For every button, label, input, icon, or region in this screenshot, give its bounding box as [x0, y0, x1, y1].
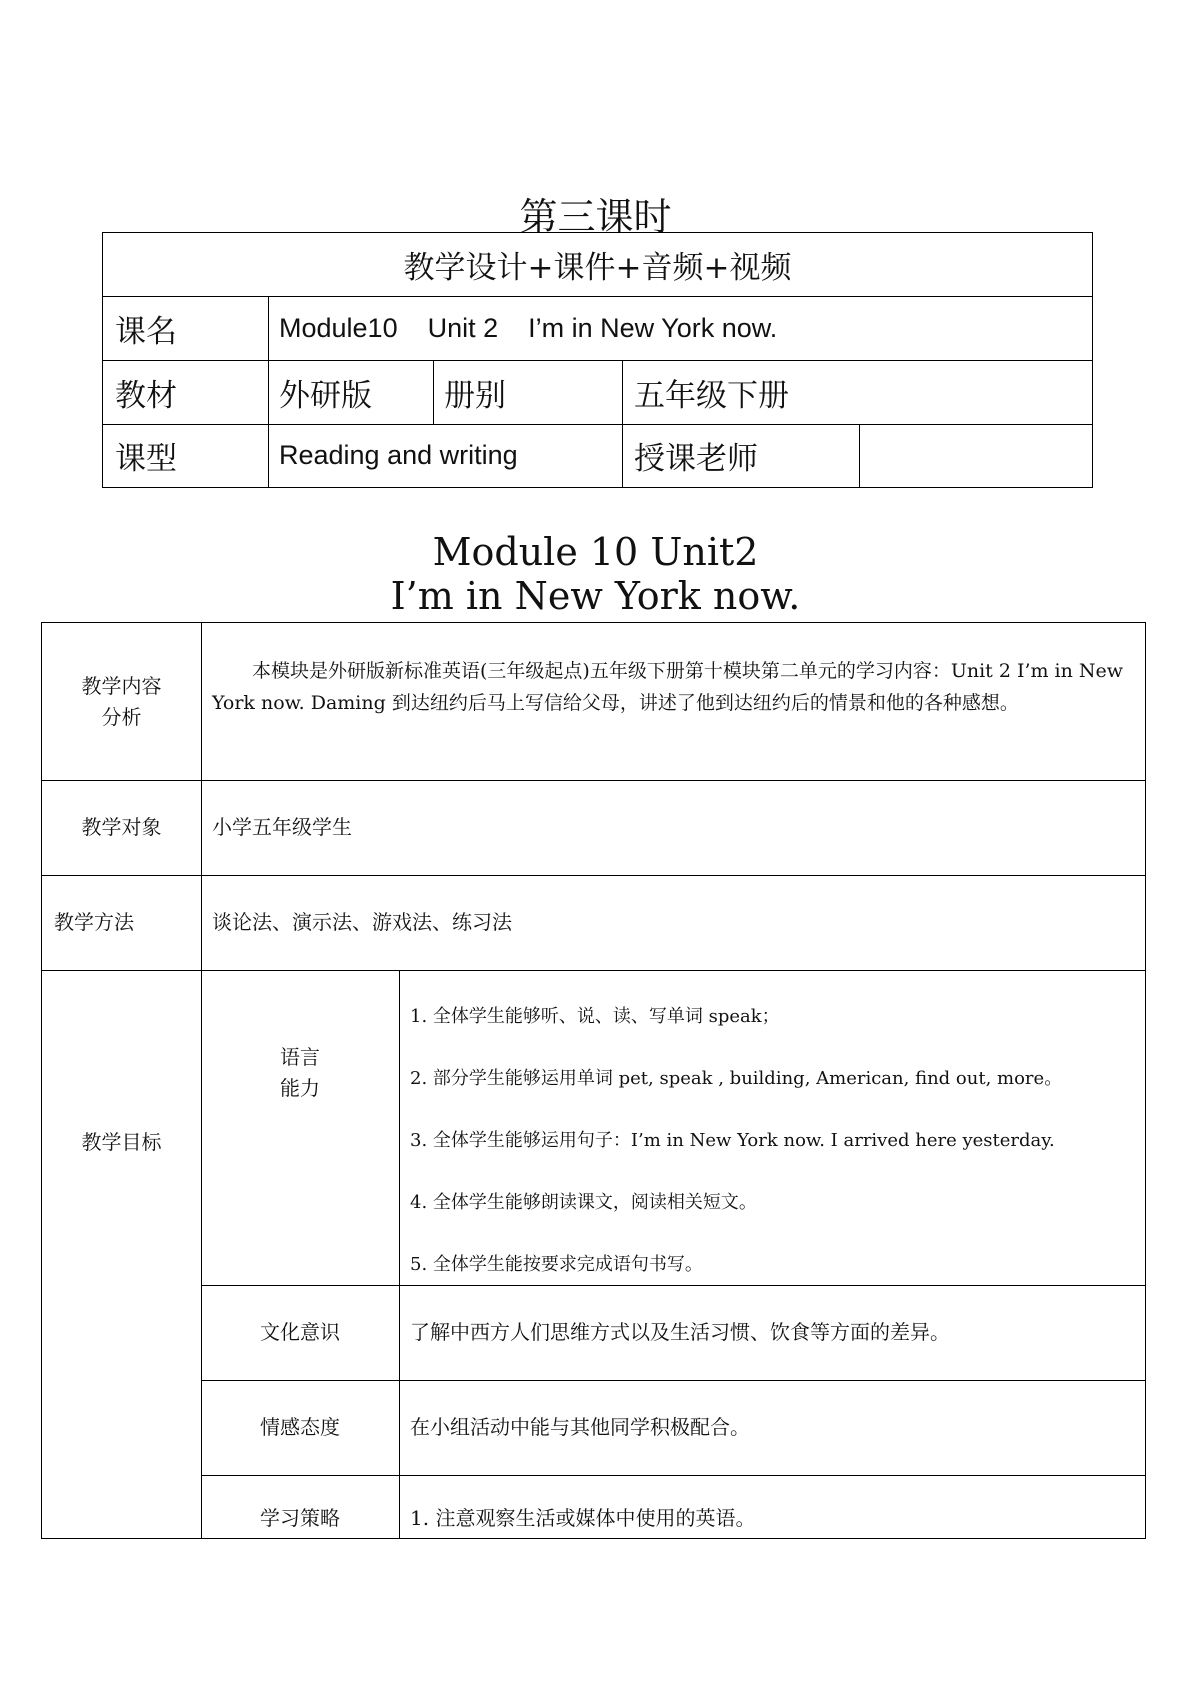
module-title-line2: I’m in New York now. [390, 574, 801, 618]
volume-label: 册别 [444, 377, 506, 414]
lesson-type-label: 课型 [115, 441, 177, 477]
info-table [102, 232, 1093, 488]
module-title [0, 530, 1191, 620]
module-title-line1: Module 10 Unit2 [432, 530, 759, 574]
strategy-text: 1. 注意观察生活或媒体中使用的英语。 [410, 1506, 756, 1530]
emotion-label: 情感态度 [260, 1415, 340, 1439]
teacher-value [871, 424, 1086, 487]
method-label: 教学方法 [54, 910, 134, 934]
volume-value: 五年级下册 [634, 377, 789, 414]
strategy-label: 学习策略 [260, 1506, 340, 1530]
lesson-title: 第三课时 [519, 194, 672, 239]
culture-label: 文化意识 [260, 1320, 340, 1344]
lesson-plan-table [41, 622, 1146, 1539]
content-analysis-text: 本模块是外研版新标准英语(三年级起点)五年级下册第十模块第二单元的学习内容：Unit 2 I’m in New York now. Daming 到达纽约后马上写信给父母，讲述了他到达纽约后的情景和他的各种感想。 [212, 660, 1124, 714]
course-name-value: Module10 Unit 2 I’m in New York now. [279, 312, 778, 343]
emotion-text: 在小组活动中能与其他同学积极配合。 [410, 1415, 750, 1439]
audience-text: 小学五年级学生 [212, 815, 352, 839]
culture-text: 了解中西方人们思维方式以及生活习惯、饮食等方面的差异。 [410, 1320, 950, 1344]
lesson-type-value: Reading and writing [279, 440, 518, 470]
teacher-label: 授课老师 [634, 441, 758, 477]
method-text: 谈论法、演示法、游戏法、练习法 [212, 910, 512, 934]
content-analysis-label-line1: 教学内容 [81, 673, 162, 698]
language-ability-label [201, 970, 399, 1175]
content-analysis-label [42, 623, 201, 780]
course-name-label: 课名 [115, 313, 177, 350]
language-item: 3. 全体学生能够运用句子：I’m in New York now. I arrived here yesterday. [410, 1130, 1055, 1151]
language-item: 4. 全体学生能够朗读课文，阅读相关短文。 [410, 1192, 757, 1213]
language-ability-label-line2: 能力 [280, 1075, 320, 1100]
content-analysis-label-line2: 分析 [101, 704, 142, 729]
objectives-label: 教学目标 [81, 1130, 162, 1154]
info-banner: 教学设计+课件+音频+视频 [403, 250, 792, 286]
language-item: 2. 部分学生能够运用单词 pet, speak , building, American, find out, more。 [410, 1068, 1063, 1089]
language-item: 5. 全体学生能按要求完成语句书写。 [410, 1254, 703, 1275]
audience-label: 教学对象 [81, 815, 162, 839]
language-item: 1. 全体学生能够听、说、读、写单词 speak； [410, 1006, 780, 1027]
textbook-label: 教材 [115, 377, 177, 414]
language-ability-label-line1: 语言 [280, 1044, 320, 1069]
textbook-value: 外研版 [279, 377, 372, 414]
